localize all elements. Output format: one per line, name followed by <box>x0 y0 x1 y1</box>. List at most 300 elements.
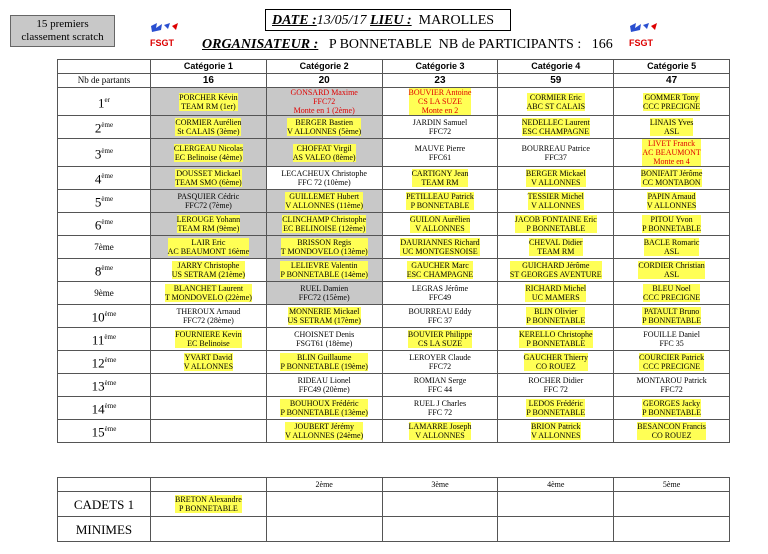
rider-name: FOUILLE Daniel <box>643 330 700 339</box>
result-row <box>58 259 730 282</box>
category-header <box>151 60 267 74</box>
rank-suffix: ème <box>104 425 117 434</box>
result-cell <box>151 190 267 213</box>
rider-entry <box>407 261 474 279</box>
category-header-row <box>58 60 730 74</box>
rank-cell <box>58 305 151 328</box>
rider-entry <box>299 284 350 302</box>
rank-number: 13 <box>91 378 105 394</box>
result-cell <box>382 305 498 328</box>
rank-suffix: ème <box>104 402 117 411</box>
empty-cell <box>498 517 614 542</box>
rider-entry <box>165 284 252 302</box>
result-cell <box>266 259 382 282</box>
result-cell <box>151 351 267 374</box>
rider-club: UC MONTGESNOISE <box>402 247 478 256</box>
rider-club: P BONNETABLE <box>410 201 470 210</box>
rider-entry <box>282 215 366 233</box>
rider-entry <box>280 399 368 417</box>
result-cell <box>151 374 267 397</box>
result-cell <box>151 328 267 351</box>
rider-club: P BONNETABLE <box>178 504 238 513</box>
rider-club: FFC49 <box>428 293 452 302</box>
rider-club: T MONDOVELO (22ème) <box>164 293 252 302</box>
rider-name: GUILON Aurélien <box>409 215 471 224</box>
rider-entry <box>412 169 469 187</box>
rider-entry <box>285 422 363 440</box>
youth-corner <box>58 478 151 492</box>
rank-suffix: ème <box>101 195 114 204</box>
rank-number: 11 <box>91 332 105 348</box>
result-cell <box>614 397 730 420</box>
result-cell <box>266 374 382 397</box>
result-cell <box>498 139 614 167</box>
rider-entry <box>175 330 241 348</box>
result-cell <box>151 213 267 236</box>
rank-number: 10 <box>91 309 105 325</box>
rank-cell <box>58 213 151 236</box>
rider-entry <box>408 330 472 348</box>
result-cell <box>614 420 730 443</box>
rider-entry <box>174 144 243 162</box>
rider-club: CC MONTABON <box>642 178 701 187</box>
result-row <box>58 236 730 259</box>
rider-entry <box>529 238 583 256</box>
rider-club: CCC PRECIGNE <box>643 101 701 111</box>
rider-name: YVART David <box>184 353 233 362</box>
rider-name: GONSARD Maxime <box>290 88 358 97</box>
rider-name: PETILLEAU Patrick <box>406 192 474 201</box>
result-row <box>58 167 730 190</box>
rider-club: US SETRAM (17ème) <box>287 316 361 325</box>
rank-suffix: ème <box>101 172 114 181</box>
rider-club: FFC49 (20ème) <box>298 385 350 394</box>
rider-name: CLERGEAU Nicolas <box>173 143 243 153</box>
rider-club: P BONNETABLE <box>526 408 586 417</box>
rank-cell <box>58 167 151 190</box>
rider-club: FFC72 (7ème) <box>184 201 232 210</box>
fsgt-logo-right: FSGT <box>627 22 661 48</box>
rank-number: 4 <box>94 171 102 187</box>
rider-club: P BONNETABLE (14ème) <box>280 270 368 279</box>
rider-name: BLEU Noel <box>652 284 691 293</box>
rank-cell <box>58 236 151 259</box>
result-cell <box>382 397 498 420</box>
rider-name: BRION Patrick <box>531 422 581 431</box>
rank-cell <box>58 282 151 305</box>
result-cell <box>614 167 730 190</box>
rider-name: FOURNIERE Kevin <box>175 330 242 339</box>
rider-club: P BONNETABLE <box>642 224 702 233</box>
rider-club: P BONNETABLE <box>526 224 586 233</box>
rider-name: NEDELLEC Laurent <box>521 118 590 127</box>
result-cell <box>498 351 614 374</box>
rider-club: P BONNETABLE <box>642 316 702 325</box>
rider-club: P BONNETABLE <box>526 316 586 325</box>
rider-name: CHOISNET Denis <box>294 330 355 339</box>
result-cell <box>151 282 267 305</box>
rider-entry <box>409 353 471 371</box>
empty-cell <box>382 517 498 542</box>
rider-name: LEDOS Frédéric <box>528 399 583 408</box>
rider-club: V ALLONNES <box>183 362 234 371</box>
count-value: 16 <box>202 75 214 86</box>
result-row <box>58 351 730 374</box>
minimes-label <box>58 517 151 542</box>
cadets-first <box>151 492 267 517</box>
rider-name: BACLE Romaric <box>643 238 700 247</box>
rank-number: 7ème <box>94 241 114 252</box>
rider-club: TEAM RM (9ème) <box>177 224 240 233</box>
rider-entry <box>410 215 470 233</box>
rank-cell <box>58 139 151 167</box>
rider-name: LEGRAS Jérôme <box>411 284 469 293</box>
result-cell <box>266 351 382 374</box>
result-cell <box>382 167 498 190</box>
result-cell <box>382 259 498 282</box>
result-cell <box>614 116 730 139</box>
result-cell <box>614 351 730 374</box>
result-cell <box>266 236 382 259</box>
rider-club: V ALLONNES <box>531 178 581 187</box>
rider-name: GAUCHER Thierry <box>523 353 589 362</box>
rank-number: 12 <box>91 355 105 371</box>
count-value: 47 <box>666 75 678 86</box>
category-label: Catégorie 2 <box>299 61 349 71</box>
result-cell <box>498 328 614 351</box>
rider-name: CORDIER Christian <box>638 261 705 270</box>
rider-club: CS LA SUZE <box>417 97 462 106</box>
rider-club: P BONNETABLE <box>526 339 586 348</box>
rank-number: 3 <box>94 146 102 162</box>
rider-name: ROMIAN Serge <box>413 376 467 385</box>
result-row <box>58 213 730 236</box>
result-row <box>58 88 730 116</box>
rider-entry <box>522 144 590 162</box>
category-header <box>266 60 382 74</box>
rider-club: FFC37 <box>544 152 567 162</box>
rider-club: ST GEORGES AVENTURE <box>509 270 602 279</box>
result-cell <box>382 116 498 139</box>
minimes-row <box>58 517 730 542</box>
youth-header-row <box>58 478 730 492</box>
result-cell <box>614 259 730 282</box>
rank-cell <box>58 116 151 139</box>
result-cell <box>498 190 614 213</box>
empty-cell <box>266 517 382 542</box>
result-cell <box>382 374 498 397</box>
category-label: Catégorie 1 <box>183 61 233 71</box>
rider-club: TEAM RM <box>421 178 459 187</box>
youth-place-header <box>151 478 267 492</box>
rider-name: CHOFFAT Virgil <box>296 143 352 153</box>
result-row <box>58 116 730 139</box>
rider-entry <box>175 118 241 136</box>
rank-suffix: ème <box>104 333 117 342</box>
rider-entry <box>177 307 241 325</box>
rider-name: CARTIGNY Jean <box>411 169 469 178</box>
rank-number: 6 <box>94 217 102 233</box>
partants-count <box>614 74 730 88</box>
place-label: 2ème <box>315 480 333 489</box>
empty-cell <box>614 517 730 542</box>
rider-entry <box>528 192 584 210</box>
rider-entry <box>522 118 590 136</box>
rider-club: AS VALEO (8ème) <box>292 152 356 162</box>
result-row <box>58 397 730 420</box>
rider-name: BOUVIER Antoine <box>408 88 472 97</box>
rider-name: MONTAROU Patrick <box>636 376 707 385</box>
category-label: Catégorie 3 <box>415 61 465 71</box>
results-table <box>57 59 730 443</box>
rider-name: DOUSSET Mickael <box>176 169 241 178</box>
empty-cell <box>498 492 614 517</box>
cadets-text: CADETS 1 <box>73 496 135 512</box>
rider-name: BERGER Mickael <box>525 169 586 178</box>
youth-place-header <box>382 478 498 492</box>
rider-club: V ALLONNES <box>415 224 465 233</box>
rider-entry <box>524 353 589 371</box>
rider-entry <box>178 192 240 210</box>
rider-club: FFC 37 <box>427 316 453 325</box>
rider-club: Monte en 2 <box>421 106 459 115</box>
result-row <box>58 305 730 328</box>
rider-entry <box>413 118 467 136</box>
rank-cell <box>58 88 151 116</box>
rider-club: TEAM RM (1er) <box>181 101 236 111</box>
rider-club: V ALLONNES <box>415 431 465 440</box>
result-cell <box>498 236 614 259</box>
rider-club: FFC72 (15ème) <box>298 293 350 302</box>
rider-club: P BONNETABLE (19ème) <box>280 362 368 371</box>
fsgt-logo-left: FSGT <box>148 22 182 48</box>
result-cell <box>382 139 498 167</box>
rider-name: KERELLO Christophe <box>519 330 593 339</box>
rider-club: CO ROUEZ <box>651 431 692 440</box>
rank-suffix: ème <box>101 146 114 155</box>
empty-cell <box>266 492 382 517</box>
rank-number: 5 <box>94 194 102 210</box>
youth-place-header <box>498 478 614 492</box>
rider-name: GOMMER Tony <box>644 92 699 102</box>
cadets-label <box>58 492 151 517</box>
rider-entry <box>642 399 701 417</box>
rider-club: ESC CHAMPAGNE <box>522 127 590 136</box>
youth-place-header <box>614 478 730 492</box>
rider-entry <box>526 169 586 187</box>
rider-entry <box>177 215 241 233</box>
rider-entry <box>643 93 700 111</box>
rank-number: 1 <box>98 95 105 111</box>
rider-name: PITOU Yvon <box>650 215 693 224</box>
place-label: 5ème <box>662 480 681 489</box>
minimes-text: MINIMES <box>75 521 133 537</box>
rider-entry <box>400 238 479 256</box>
rider-entry <box>639 353 704 371</box>
rider-entry <box>409 307 472 325</box>
rider-entry <box>643 284 700 302</box>
partants-label-text: Nb de partants <box>77 75 131 85</box>
rider-entry <box>415 144 465 162</box>
category-header <box>498 60 614 74</box>
rider-name: TESSIER Michel <box>527 192 584 201</box>
rider-name: DAURIANNES Richard <box>400 238 480 247</box>
count-value: 20 <box>318 75 330 86</box>
result-cell <box>266 167 382 190</box>
rider-club: St CALAIS (3ème) <box>177 127 240 136</box>
rider-entry <box>650 118 694 136</box>
result-cell <box>498 88 614 116</box>
empty-cell <box>151 517 267 542</box>
rider-club: V ALLONNES (5ème) <box>287 127 362 136</box>
rank-cell <box>58 420 151 443</box>
rider-entry <box>414 399 466 417</box>
result-cell <box>498 282 614 305</box>
rank-cell <box>58 351 151 374</box>
rider-club: ASL <box>664 270 680 279</box>
rider-entry <box>638 261 704 279</box>
result-cell <box>266 88 382 116</box>
rank-number: 2 <box>94 120 102 136</box>
rider-name: BONIFAIT Jérôme <box>640 169 703 178</box>
result-cell <box>382 282 498 305</box>
rider-entry <box>172 261 245 279</box>
result-cell <box>151 236 267 259</box>
rider-club: FFC 44 <box>427 385 453 394</box>
rank-suffix: ème <box>104 379 117 388</box>
result-cell <box>614 305 730 328</box>
rider-club: FSGT61 (18ème) <box>296 339 353 348</box>
rider-entry <box>406 192 474 210</box>
rider-club: V ALLONNES <box>646 201 697 210</box>
rider-name: LEROUGE Yohann <box>176 215 241 224</box>
rank-suffix: er <box>104 95 110 104</box>
result-cell <box>614 88 730 116</box>
rider-entry <box>531 422 581 440</box>
result-cell <box>498 167 614 190</box>
rider-entry <box>294 330 354 348</box>
rider-name: JARRY Christophe <box>177 261 240 270</box>
rank-suffix: ème <box>101 264 114 273</box>
result-cell <box>614 139 730 167</box>
rider-name: CLINCHAMP Christophe <box>282 215 367 224</box>
rank-number: 15 <box>91 424 105 440</box>
result-cell <box>266 397 382 420</box>
rider-name: BLIN Guillaume <box>296 353 352 362</box>
rider-name: BERGER Bastien <box>295 118 353 127</box>
rider-entry <box>280 261 368 279</box>
result-cell <box>498 305 614 328</box>
rank-number: 8 <box>94 263 102 279</box>
rider-club: FFC72 <box>660 385 683 394</box>
rider-name: THEROUX Arnaud <box>176 307 241 316</box>
rider-club: FFC 72 <box>427 408 453 417</box>
count-value: 59 <box>550 75 562 86</box>
rider-name: BLANCHET Laurent <box>173 284 244 293</box>
result-cell <box>151 305 267 328</box>
rider-name: MONNERIE Mickael <box>288 307 360 316</box>
rider-name: PAPIN Arnaud <box>647 192 696 201</box>
rider-club: P BONNETABLE <box>642 408 702 417</box>
rider-club: CO ROUEZ <box>535 362 576 371</box>
result-cell <box>151 397 267 420</box>
rider-club: ESC CHAMPAGNE <box>406 270 474 279</box>
rider-name: LAMARRE Joseph <box>408 422 472 431</box>
rider-entry <box>175 495 242 513</box>
result-cell <box>614 236 730 259</box>
rank-suffix: ème <box>101 121 114 130</box>
youth-place-header <box>266 478 382 492</box>
rider-club: FFC72 <box>313 97 336 106</box>
rider-entry <box>637 422 706 440</box>
rider-name: BRISSON Regis <box>297 238 352 247</box>
rider-entry <box>644 238 700 256</box>
rider-entry <box>291 88 358 115</box>
result-cell <box>151 116 267 139</box>
result-row <box>58 282 730 305</box>
category-header <box>614 60 730 74</box>
rider-name: GAUCHER Marc <box>411 261 469 270</box>
rider-club: EC Belinoise <box>187 339 230 348</box>
rider-entry <box>281 238 368 256</box>
result-cell <box>382 190 498 213</box>
rider-entry <box>528 376 583 394</box>
rider-club: Monte en 4 <box>653 157 690 166</box>
result-cell <box>382 88 498 116</box>
rank-cell <box>58 190 151 213</box>
rank-suffix: ème <box>101 218 114 227</box>
rider-name: GUILLEMET Hubert <box>289 192 360 201</box>
rider-club: EC Belinoise (4ème) <box>174 152 242 162</box>
rider-name: BRETON Alexandre <box>175 495 242 504</box>
result-row <box>58 374 730 397</box>
rider-club: US SETRAM (21ème) <box>171 270 246 279</box>
result-cell <box>614 374 730 397</box>
rider-name: LIVET Franck <box>648 139 696 148</box>
date-lieu-box: DATE :13/05/17 LIEU : MAROLLES <box>265 9 511 31</box>
partants-count <box>266 74 382 88</box>
rider-name: LEROYER Claude <box>409 353 471 362</box>
rider-entry <box>288 307 361 325</box>
rank-cell <box>58 397 151 420</box>
result-cell <box>498 213 614 236</box>
result-cell <box>614 190 730 213</box>
rider-name: PORCHER Kévin <box>179 92 238 102</box>
result-cell <box>382 213 498 236</box>
category-label: Catégorie 5 <box>647 61 697 71</box>
result-cell <box>151 259 267 282</box>
result-cell <box>266 139 382 167</box>
rider-club: FFC 72 (10ème) <box>297 178 351 187</box>
rider-club: T MONDOVELO (13ème) <box>280 247 368 256</box>
result-cell <box>266 282 382 305</box>
count-value: 23 <box>434 75 446 86</box>
rider-name: ROCHER Didier <box>528 376 584 385</box>
result-cell <box>266 213 382 236</box>
rider-entry <box>409 422 472 440</box>
rider-entry <box>287 118 361 136</box>
rider-entry <box>168 238 250 256</box>
partants-count <box>382 74 498 88</box>
empty-cell <box>382 492 498 517</box>
rider-club: AC BEAUMONT 16ème <box>167 247 250 256</box>
rider-entry <box>298 376 351 394</box>
result-cell <box>498 374 614 397</box>
result-cell <box>498 116 614 139</box>
rider-entry <box>642 215 701 233</box>
rank-number: 9ème <box>94 287 114 298</box>
rider-entry <box>280 353 368 371</box>
